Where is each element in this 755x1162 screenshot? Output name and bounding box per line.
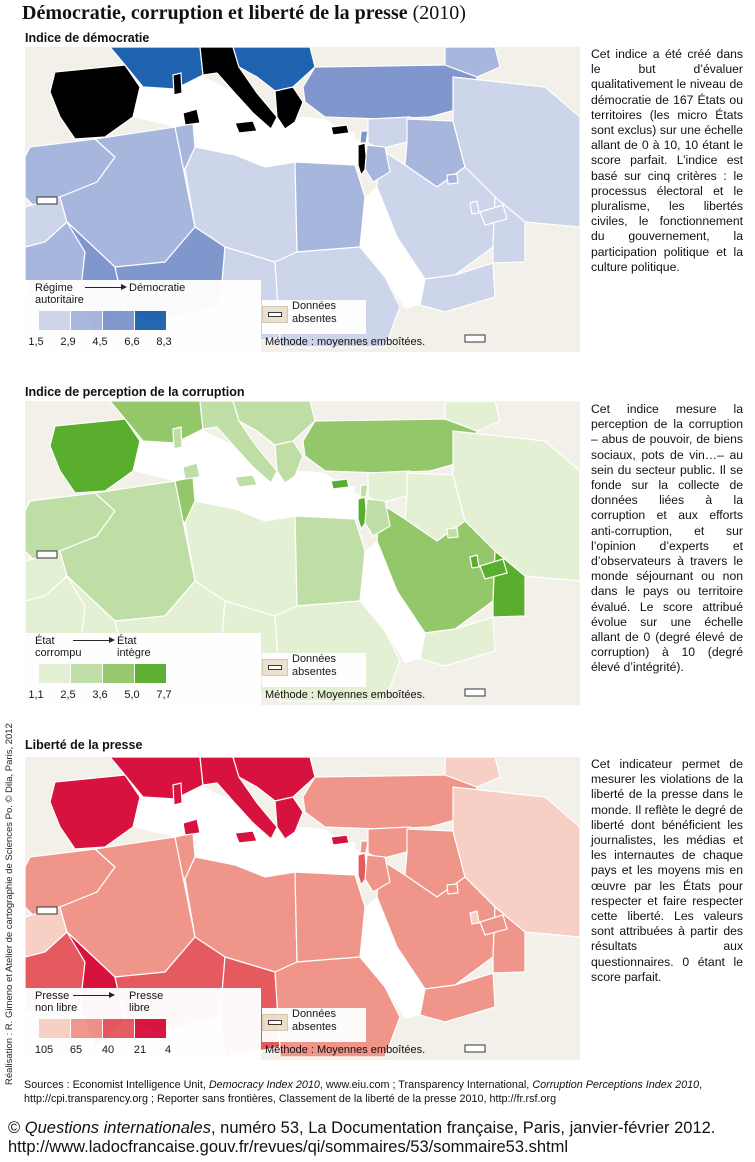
legend-high-label: Démocratie: [129, 282, 186, 294]
island-1: [173, 427, 182, 449]
legend-tick: 4,5: [92, 336, 108, 348]
legend-no-data: [262, 653, 366, 687]
map-method-note: Méthode : Moyennes emboîtées.: [265, 1044, 426, 1056]
region-cyprus: [331, 125, 349, 135]
legend-tick: 2,5: [60, 689, 76, 701]
sources-eiu-rest: , www.eiu.com ; Transparency International,: [319, 1079, 530, 1091]
region-egypt: [295, 516, 365, 606]
map-method-note: Méthode : moyennes emboîtées.: [265, 336, 426, 348]
region-turkey: [303, 775, 477, 829]
legend-tick: 2,9: [60, 336, 76, 348]
legend-low-label: État corrompu: [35, 635, 82, 659]
legend-arrow: [85, 287, 125, 288]
region-kuwait: [447, 174, 458, 184]
legend-tick: 40: [101, 1044, 115, 1056]
title-text: Démocratie, corruption et liberté de la presse: [22, 2, 408, 24]
legend-tick: 3,6: [92, 689, 108, 701]
footer-citation: [8, 1118, 715, 1138]
section-title-democracy: Indice de démocratie: [25, 31, 150, 45]
legend-swatch-2: [71, 664, 102, 683]
legend-swatches: [39, 311, 167, 330]
sources-eiu-title: Democracy Index 2010: [208, 1079, 320, 1091]
legend-democracy: [25, 280, 337, 352]
region-kuwait: [447, 884, 458, 894]
region-qatar: [470, 201, 479, 214]
legend-swatches: [39, 1019, 167, 1038]
legend-high-label: Presse libre: [129, 990, 164, 1014]
map-democracy: [25, 47, 580, 352]
region-qatar: [470, 555, 479, 568]
legend-ticks: [28, 336, 188, 350]
no-data-marker: [465, 689, 485, 696]
no-data-label: Données absentes: [292, 300, 337, 325]
region-turkey: [303, 419, 477, 473]
no-data-marker: [465, 335, 485, 342]
no-data-marker: [37, 197, 57, 204]
island-1: [173, 73, 182, 95]
legend-swatch-1: [39, 311, 70, 330]
region-egypt: [295, 872, 365, 962]
no-data-label: Données absentes: [292, 1008, 337, 1033]
credit-line: Réalisation : R. Gimeno et Atelier de cartographie de Sciences Po. © Dila, Paris, 2012: [4, 723, 15, 1085]
legend-tick: 1,5: [28, 336, 44, 348]
island-3: [235, 831, 257, 843]
no-data-swatch: [262, 659, 288, 676]
legend-tick: 65: [69, 1044, 83, 1056]
sources-ti-rest: , http://cpi.transparency.org ; Reporter sans frontières, Classement de la liberté de la presse 2010, http://fr.rsf.org: [24, 1079, 703, 1105]
map-corruption: [25, 401, 580, 705]
description-corruption: Cet indice mesure la perception de la corruption – abus de pouvoir, de biens sociaux, pots de vin…– au sein du secteur public. Il se fonde sur la collecte de données liées à la corruption et aux efforts anti-corruption, et sur l’opinion d’experts et d’observateurs à travers le monde séjournant ou non dans le pays ou territoire évalué. Le score attribué évolue sur une échelle allant de 0 (degré élevé de corruption) à 10 (degré élevé d’intégrité).: [591, 402, 743, 675]
island-3: [235, 121, 257, 133]
section-title-corruption: Indice de perception de la corruption: [25, 385, 245, 399]
region-lebanon: [360, 841, 368, 853]
description-democracy: Cet indice a été créé dans le but d’évaluer qualitativement le niveau de démocratie de 167 États ou territoires (les micro États sont exclus) sur une échelle allant de 0 à 10, 10 étant le score parfait. L’indice est basé sur cinq critères : le processus électoral et le pluralisme, les libertés civiles, le fonctionnement du gouvernement, la participation politique et la culture politique.: [591, 47, 743, 274]
no-data-swatch: [262, 306, 288, 323]
legend-high-label: État intègre: [117, 635, 151, 659]
no-data-swatch: [262, 1014, 288, 1031]
region-cyprus: [331, 479, 349, 489]
region-turkey: [303, 65, 477, 119]
legend-tick: 7,7: [156, 689, 172, 701]
footer-details: , numéro 53, La Documentation française, Paris, janvier-février 2012.: [210, 1119, 716, 1137]
legend-tick: 4: [164, 1044, 172, 1056]
footer-url[interactable]: http://www.ladocfrancaise.gouv.fr/revues/qi/sommaires/53/sommaire53.shtml: [8, 1138, 569, 1156]
island-3: [235, 475, 257, 487]
section-title-press: Liberté de la presse: [25, 738, 143, 752]
region-lebanon: [360, 131, 368, 143]
legend-tick: 6,6: [124, 336, 140, 348]
region-lebanon: [360, 485, 368, 497]
journal-name: Questions internationales: [24, 1119, 211, 1137]
description-press: Cet indicateur permet de mesurer les violations de la liberté de la presse dans le monde. Il reflète le degré de liberté dont bénéficient les journalistes, les médias et les internautes de chaque pays et les moyens mis en œuvre par les États pour respecter et faire respecter cette liberté. Les valeurs sont attribuées à partir des résultats aux questionnaires. 0 étant le score parfait.: [591, 757, 743, 984]
no-data-marker: [465, 1045, 485, 1052]
legend-no-data: [262, 1008, 366, 1042]
map-press: [25, 757, 580, 1060]
page-title: [22, 2, 466, 25]
legend-low-label: Presse non libre: [35, 990, 78, 1014]
sources-ti-title: Corruption Perceptions Index 2010: [532, 1079, 700, 1091]
legend-tick: 1,1: [28, 689, 44, 701]
legend-arrow: [73, 640, 113, 641]
legend-arrow: [73, 995, 113, 996]
legend-ticks: [28, 689, 188, 703]
no-data-marker: [37, 907, 57, 914]
map-method-note: Méthode : Moyennes emboîtées.: [265, 689, 426, 701]
sources-prefix: Sources : Economist Intelligence Unit,: [24, 1079, 206, 1091]
legend-press: [25, 988, 337, 1060]
legend-swatch-4: [135, 1019, 166, 1038]
region-qatar: [470, 911, 479, 924]
legend-swatch-4: [135, 311, 166, 330]
legend-swatch-4: [135, 664, 166, 683]
legend-tick: 105: [34, 1044, 54, 1056]
legend-swatches: [39, 664, 167, 683]
legend-swatch-3: [103, 664, 134, 683]
no-data-label: Données absentes: [292, 653, 337, 678]
legend-swatch-1: [39, 1019, 70, 1038]
legend-ticks: [28, 1044, 188, 1058]
legend-swatch-3: [103, 1019, 134, 1038]
region-kuwait: [447, 528, 458, 538]
legend-no-data: [262, 300, 366, 334]
legend-corruption: [25, 633, 337, 705]
copyright-symbol: ©: [8, 1119, 21, 1137]
region-cyprus: [331, 835, 349, 845]
legend-tick: 5,0: [124, 689, 140, 701]
region-egypt: [295, 162, 365, 252]
no-data-marker: [37, 551, 57, 558]
title-year: (2010): [412, 2, 466, 24]
legend-low-label: Régime autoritaire: [35, 282, 84, 306]
legend-swatch-2: [71, 1019, 102, 1038]
legend-swatch-1: [39, 664, 70, 683]
legend-swatch-3: [103, 311, 134, 330]
legend-swatch-2: [71, 311, 102, 330]
legend-tick: 8,3: [156, 336, 172, 348]
legend-tick: 21: [133, 1044, 147, 1056]
sources: [24, 1078, 754, 1106]
island-1: [173, 783, 182, 805]
